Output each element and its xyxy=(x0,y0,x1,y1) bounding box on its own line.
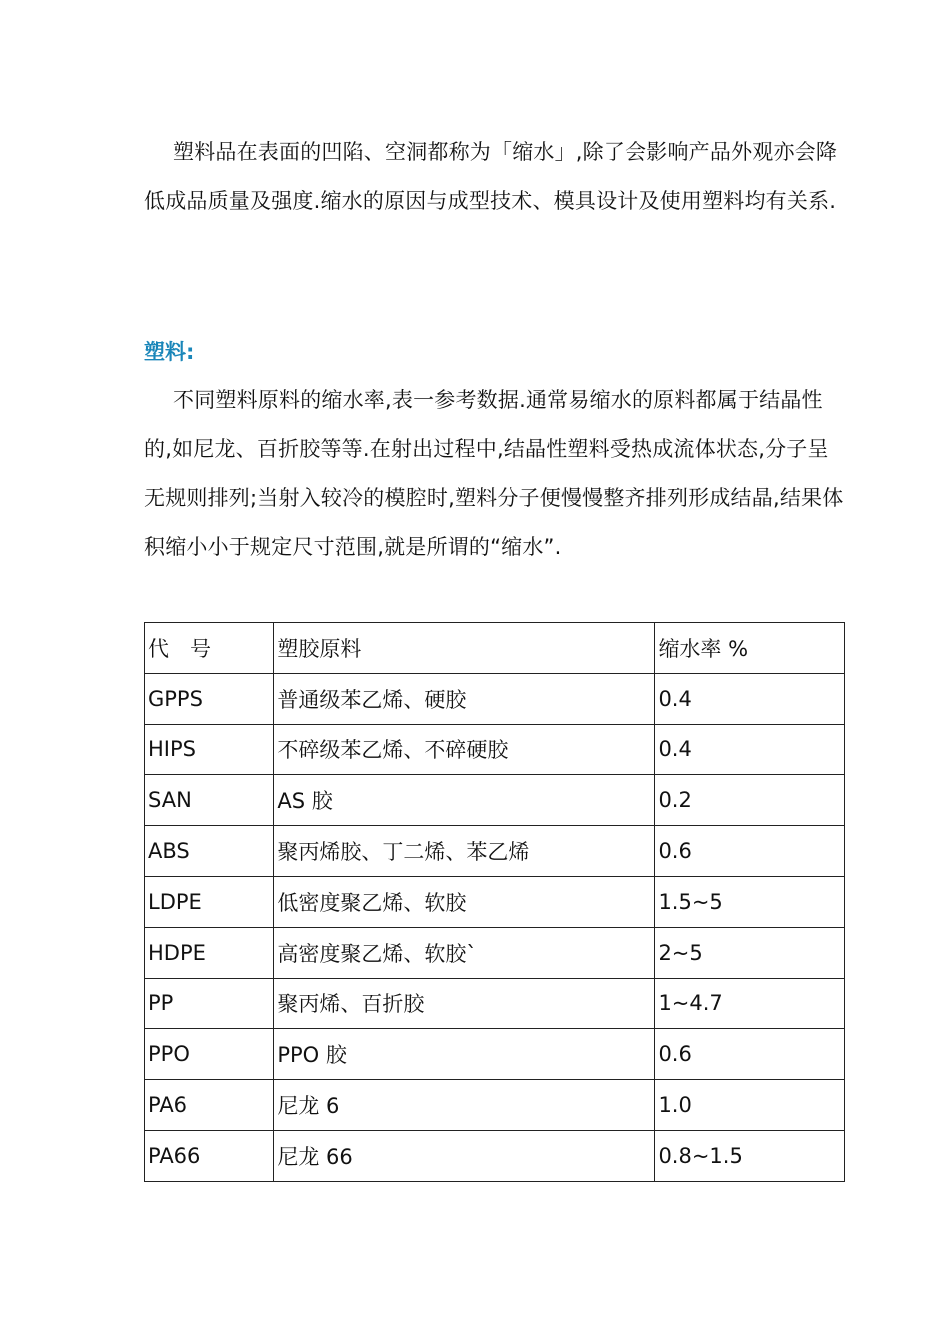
cell-material: 不碎级苯乙烯、不碎硬胶 xyxy=(274,724,655,775)
cell-shrinkage: 0.2 xyxy=(655,775,845,826)
cell-shrinkage: 2~5 xyxy=(655,927,845,978)
intro-paragraph: 塑料品在表面的凹陷、空洞都称为「缩水」,除了会影响产品外观亦会降低成品质量及强度.缩水的原因与成型技术、模具设计及使用塑料均有关系. xyxy=(144,140,838,213)
cell-shrinkage: 0.6 xyxy=(655,1029,845,1080)
cell-material: 普通级苯乙烯、硬胶 xyxy=(274,673,655,724)
table-row xyxy=(145,978,845,1029)
table-row xyxy=(145,876,845,927)
cell-material: 低密度聚乙烯、软胶 xyxy=(274,876,655,927)
cell-shrinkage: 0.6 xyxy=(655,826,845,877)
cell-material: AS 胶 xyxy=(274,775,655,826)
cell-shrinkage: 0.8~1.5 xyxy=(655,1130,845,1181)
cell-material: 聚丙烯胶、丁二烯、苯乙烯 xyxy=(274,826,655,877)
table-row xyxy=(145,826,845,877)
table-row xyxy=(145,1130,845,1181)
cell-code: SAN xyxy=(145,775,274,826)
cell-code: PPO xyxy=(145,1029,274,1080)
cell-material: 聚丙烯、百折胶 xyxy=(274,978,655,1029)
table-row xyxy=(145,927,845,978)
table-header-row xyxy=(145,623,845,674)
shrinkage-table xyxy=(144,622,845,1182)
table-row xyxy=(145,1080,845,1131)
cell-material: 高密度聚乙烯、软胶` xyxy=(274,927,655,978)
document-page xyxy=(144,128,844,1169)
cell-shrinkage: 1.0 xyxy=(655,1080,845,1131)
table-row xyxy=(145,673,845,724)
header-material: 塑胶原料 xyxy=(274,623,655,674)
cell-code: PA66 xyxy=(145,1130,274,1181)
section-heading: 塑料: xyxy=(144,340,195,364)
section-paragraph: 不同塑料原料的缩水率,表一参考数据.通常易缩水的原料都属于结晶性的,如尼龙、百折胶等等.在射出过程中,结晶性塑料受热成流体状态,分子呈无规则排列;当射入较冷的模腔时,塑料分子便慢慢整齐排列形成结晶,结果体积缩小小于规定尺寸范围,就是所谓的“缩水”. xyxy=(144,388,844,559)
table-row xyxy=(145,724,845,775)
cell-code: HDPE xyxy=(145,927,274,978)
cell-material: 尼龙 66 xyxy=(274,1130,655,1181)
cell-code: PA6 xyxy=(145,1080,274,1131)
table-row xyxy=(145,1029,845,1080)
cell-shrinkage: 0.4 xyxy=(655,724,845,775)
cell-code: LDPE xyxy=(145,876,274,927)
cell-shrinkage: 0.4 xyxy=(655,673,845,724)
cell-code: GPPS xyxy=(145,673,274,724)
header-shrinkage: 缩水率 % xyxy=(655,623,845,674)
cell-shrinkage: 1~4.7 xyxy=(655,978,845,1029)
cell-material: PPO 胶 xyxy=(274,1029,655,1080)
cell-code: HIPS xyxy=(145,724,274,775)
table-row xyxy=(145,775,845,826)
cell-shrinkage: 1.5~5 xyxy=(655,876,845,927)
cell-code: PP xyxy=(145,978,274,1029)
cell-material: 尼龙 6 xyxy=(274,1080,655,1131)
cell-code: ABS xyxy=(145,826,274,877)
header-code: 代 号 xyxy=(145,623,274,674)
